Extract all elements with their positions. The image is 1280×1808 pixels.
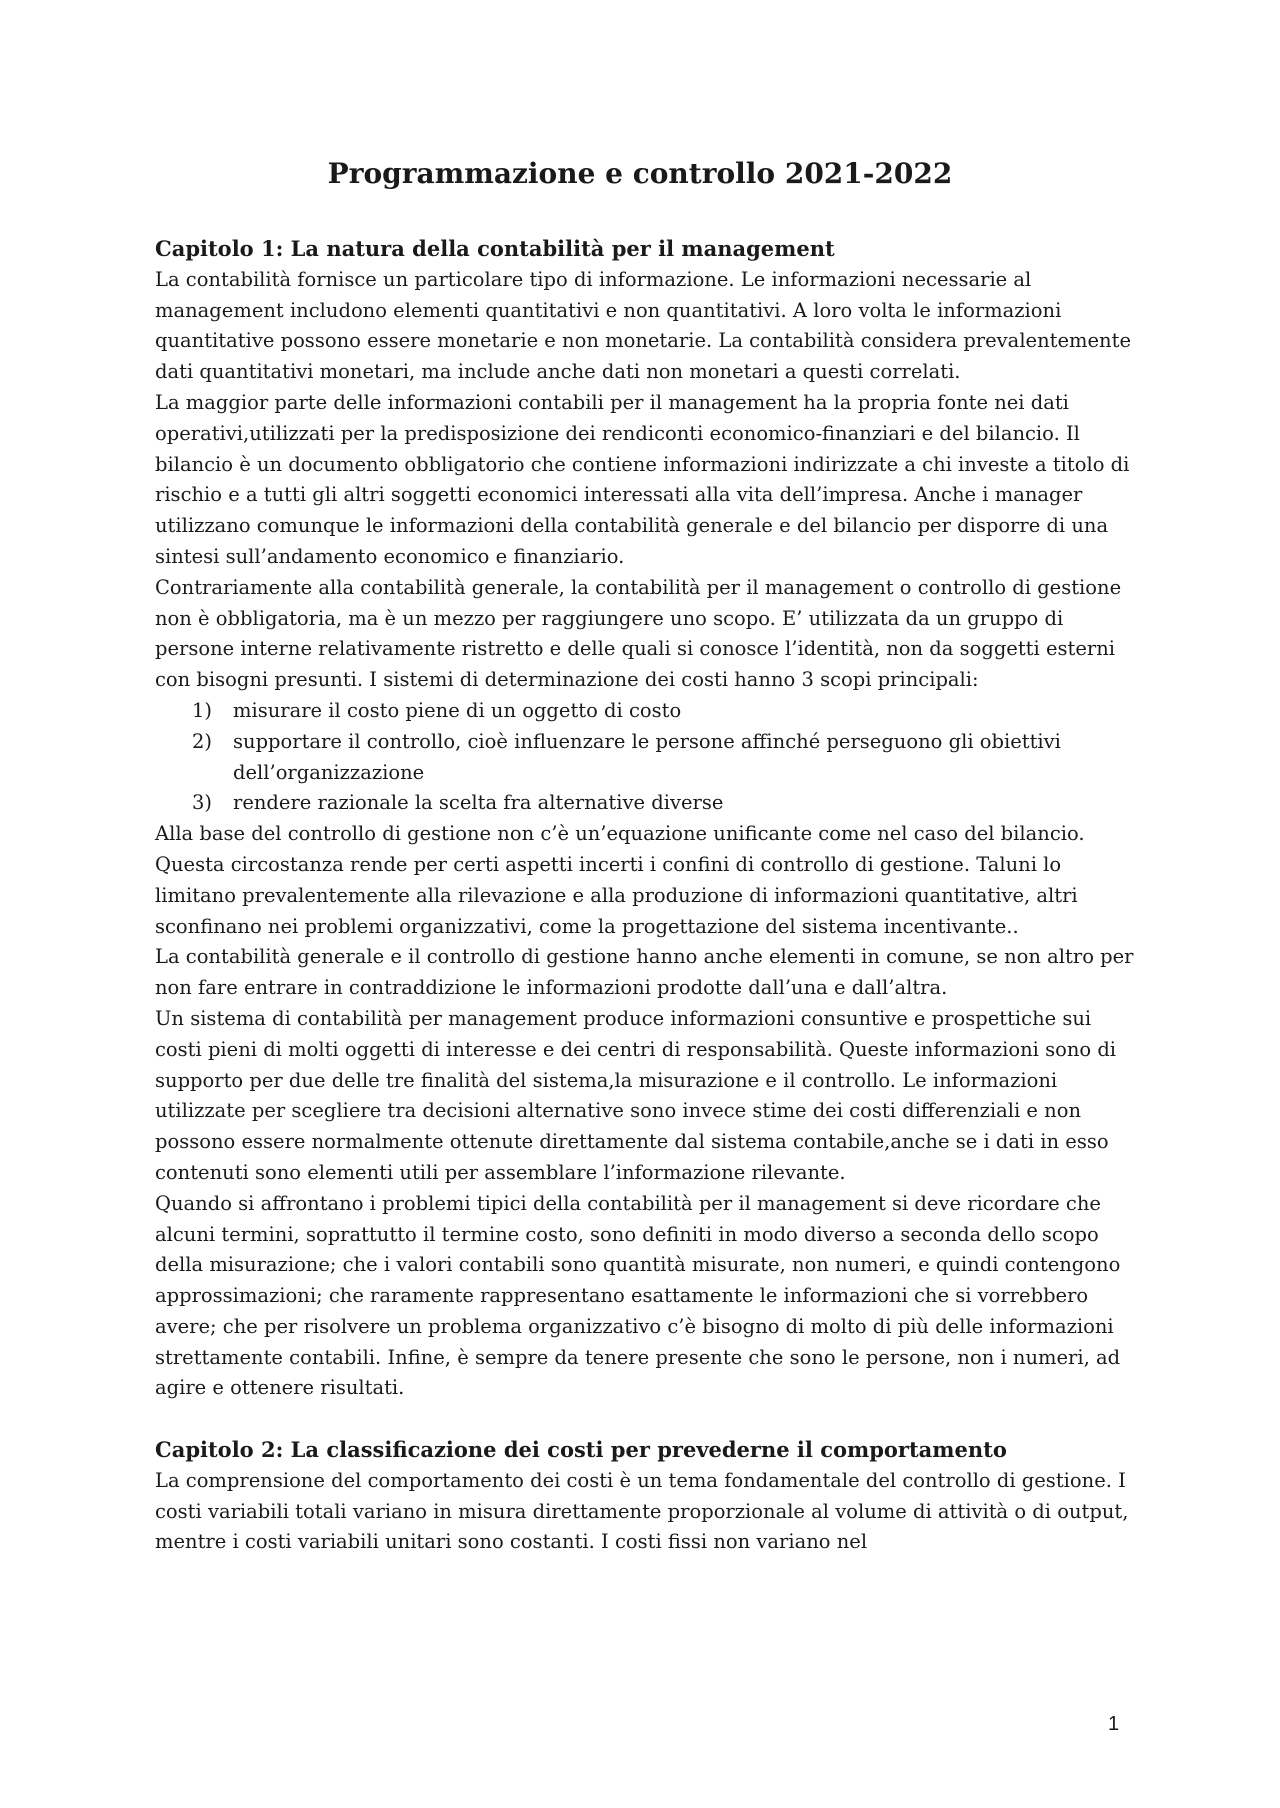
list-item: [155, 696, 1135, 727]
chapter-1-paragraph: Alla base del controllo di gestione non c’è un’equazione unificante come nel caso del bilancio. Questa circostanza rende per certi aspetti incerti i confini di controllo di gestione. Taluni lo limitano prevalentemente alla rilevazione e alla produzione di informazioni quantitative, altri sconfinano nei problemi organizzativi, come la progettazione del sistema incentivante..: [155, 822, 1085, 938]
chapter-2-paragraph: La comprensione del comportamento dei costi è un tema fondamentale del controllo di gestione. I costi variabili totali variano in misura direttamente proporzionale al volume di attività o di output, mentre i costi variabili unitari sono costanti. I costi fissi non variano nel: [155, 1468, 1129, 1554]
chapter-1-heading: Capitolo 1: La natura della contabilità per il management: [155, 236, 835, 261]
page-title: Programmazione e controllo 2021-2022: [327, 157, 953, 190]
chapter-1-paragraph: Quando si affrontano i problemi tipici della contabilità per il management si deve ricordare che alcuni termini, soprattutto il termine costo, sono definiti in modo diverso a seconda dello scopo della misurazione; che i valori contabili sono quantità misurate, non numeri, e quindi contengono approssimazioni; che raramente rappresentano esattamente le informazioni che si vorrebbero avere; che per risolvere un problema organizzativo c’è bisogno di molto di più delle informazioni strettamente contabili. Infine, è sempre da tenere presente che sono le persone, non i numeri, ad agire e ottenere risultati.: [155, 1191, 1121, 1400]
list-item-text: misurare il costo piene di un oggetto di costo: [233, 698, 682, 722]
list-item: [155, 788, 1135, 819]
chapter-1-paragraph: Un sistema di contabilità per management produce informazioni consuntive e prospettiche sui costi pieni di molti oggetti di interesse e dei centri di responsabilità. Queste informazioni sono di supporto per due delle tre finalità del sistema,la misurazione e il controllo. Le informazioni utilizzate per scegliere tra decisioni alternative sono invece stime dei costi differenziali e non possono essere normalmente ottenute direttamente dal sistema contabile,anche se i dati in esso contenuti sono elementi utili per assemblare l’informazione rilevante.: [155, 1006, 1117, 1184]
document-body: [155, 234, 1135, 1558]
purposes-list: [155, 696, 1135, 819]
list-item-number: 3): [192, 791, 213, 815]
list-item: [155, 727, 1135, 789]
chapter-1-paragraph: La contabilità fornisce un particolare tipo di informazione. Le informazioni necessarie al management includono elementi quantitativi e non quantitativi. A loro volta le informazioni quantitative possono essere monetarie e non monetarie. La contabilità considera prevalentemente dati quantitativi monetari, ma include anche dati non monetari a questi correlati.: [155, 267, 1131, 384]
page-number: 1: [1108, 1713, 1120, 1735]
chapter-1-paragraph: La maggior parte delle informazioni contabili per il management ha la propria fonte nei dati operativi,utilizzati per la predisposizione dei rendiconti economico-finanziari e del bilancio. Il bilancio è un documento obbligatorio che contiene informazioni indirizzate a chi investe a titolo di rischio e a tutti gli altri soggetti economici interessati alla vita dell’impresa. Anche i manager utilizzano comunque le informazioni della contabilità generale e del bilancio per disporre di una sintesi sull’andamento economico e finanziario.: [155, 390, 1130, 568]
list-item-text: supportare il controllo, cioè influenzare le persone affinché perseguono gli obiettivi dell’organizzazione: [233, 729, 1061, 784]
chapter-1-paragraph: La contabilità generale e il controllo di gestione hanno anche elementi in comune, se non altro per non fare entrare in contraddizione le informazioni prodotte dall’una e dall’altra.: [155, 945, 1134, 1000]
list-item-number: 2): [192, 729, 213, 753]
chapter-1-paragraph: Contrariamente alla contabilità generale, la contabilità per il management o controllo di gestione non è obbligatoria, ma è un mezzo per raggiungere uno scopo. E’ utilizzata da un gruppo di persone interne relativamente ristretto e delle quali si conosce l’identità, non da soggetti esterni con bisogni presunti. I sistemi di determinazione dei costi hanno 3 scopi principali:: [155, 575, 1122, 692]
chapter-2-heading: Capitolo 2: La classificazione dei costi per prevederne il comportamento: [155, 1437, 1007, 1463]
list-item-text: rendere razionale la scelta fra alternative diverse: [233, 791, 724, 815]
section-spacer: [155, 1404, 1135, 1435]
list-item-number: 1): [192, 698, 213, 722]
